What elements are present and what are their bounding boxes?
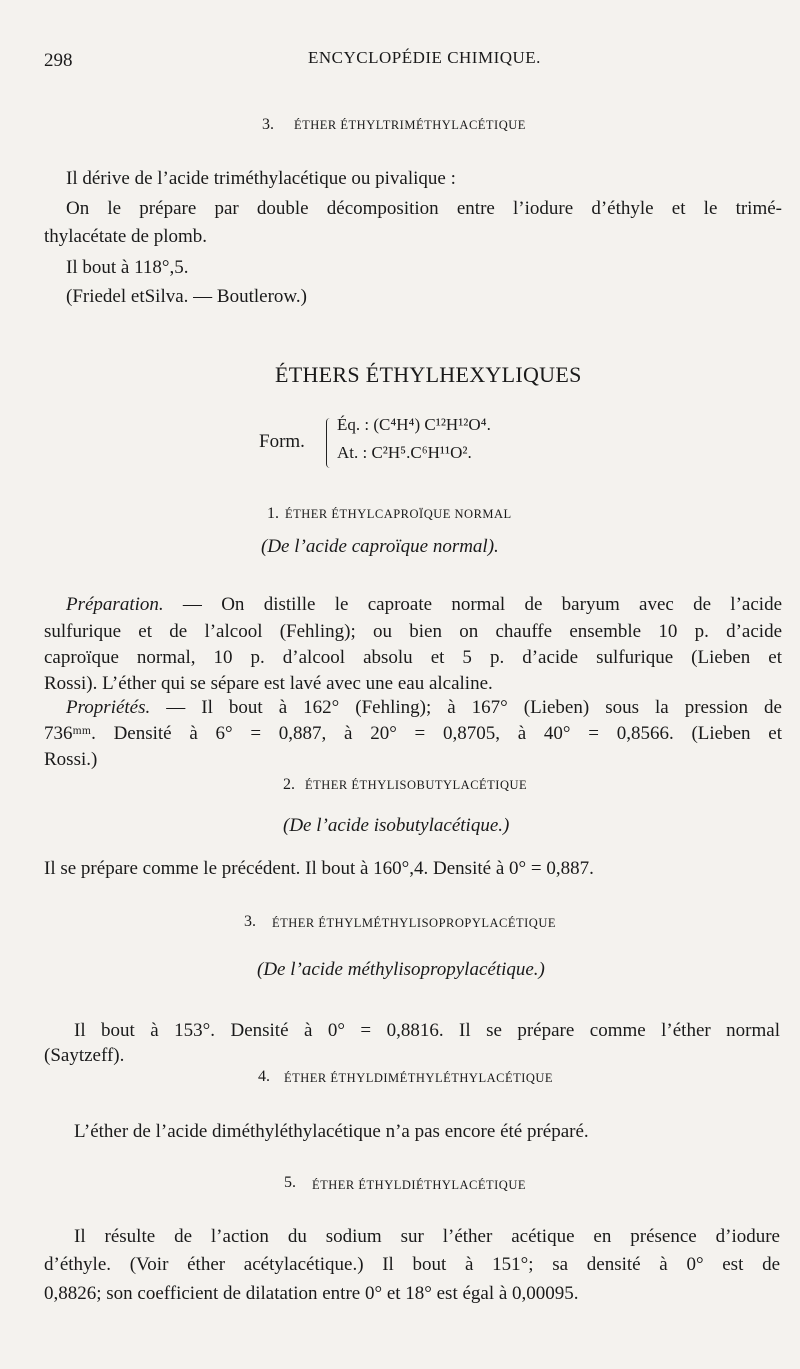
section-title: ÉTHER ÉTHYLDIMÉTHYLÉTHYLACÉTIQUE	[284, 1071, 554, 1085]
section-title: ÉTHER ÉTHYLISOBUTYLACÉTIQUE	[305, 778, 528, 792]
paragraph-line: thylacétate de plomb.	[44, 226, 208, 247]
paragraph-line: L’éther de l’acide diméthyléthylacétique n’a pas encore été préparé.	[74, 1121, 589, 1142]
formula-equivalent: Éq. : (C⁴H⁴) C¹²H¹²O⁴.	[337, 415, 491, 434]
formula-atomic: At. : C²H⁵.C⁶H¹¹O².	[337, 443, 472, 462]
paragraph-line: (Saytzeff).	[44, 1045, 125, 1066]
section-number: 2.	[283, 776, 295, 793]
running-title: ENCYCLOPÉDIE CHIMIQUE.	[308, 48, 541, 67]
section-number: 1.	[267, 505, 279, 522]
section-subtitle: (De l’acide isobutylacétique.)	[283, 815, 510, 836]
section-title: ÉTHER ÉTHYLCAPROÏQUE NORMAL	[285, 507, 512, 521]
paragraph-line: Il dérive de l’acide triméthylacétique ou pivalique :	[66, 168, 456, 189]
paragraph-line: 0,8826; son coefficient de dilatation entre 0° et 18° est égal à 0,00095.	[44, 1283, 579, 1304]
page-number: 298	[44, 50, 73, 71]
section-title: ÉTHER ÉTHYLTRIMÉTHYLACÉTIQUE	[294, 118, 526, 132]
paragraph-line: Il résulte de l’action du sodium sur l’éther acétique en présence d’iodure	[74, 1226, 780, 1247]
section-title: ÉTHER ÉTHYLMÉTHYLISOPROPYLACÉTIQUE	[272, 916, 556, 930]
paragraph-line: Il bout à 118°,5.	[66, 257, 189, 278]
paragraph-line: Il se prépare comme le précédent. Il bout à 160°,4. Densité à 0° = 0,887.	[44, 858, 594, 879]
properties-label: Propriétés.	[66, 697, 151, 718]
paragraph-line: sulfurique et de l’alcool (Fehling); ou bien on chauffe ensemble 10 p. d’acide	[44, 621, 782, 642]
section-number: 3.	[244, 913, 256, 930]
preparation-label: Préparation.	[66, 594, 164, 615]
paragraph-line: caproïque normal, 10 p. d’alcool absolu et 5 p. d’acide sulfurique (Lieben et	[44, 647, 782, 668]
paragraph-line: Il bout à 153°. Densité à 0° = 0,8816. Il se prépare comme l’éther normal	[74, 1020, 780, 1041]
section-number: 5.	[284, 1174, 296, 1191]
brace-icon	[326, 418, 333, 468]
section-subtitle: (De l’acide caproïque normal).	[261, 536, 499, 557]
paragraph-line: Rossi). L’éther qui se sépare est lavé avec une eau alcaline.	[44, 673, 493, 694]
section-title: ÉTHER ÉTHYLDIÉTHYLACÉTIQUE	[312, 1178, 526, 1192]
formula-label: Form.	[259, 431, 305, 452]
paragraph-line: Rossi.)	[44, 749, 98, 770]
paragraph-line: 736ᵐᵐ. Densité à 6° = 0,887, à 20° = 0,8705, à 40° = 0,8566. (Lieben et	[44, 723, 782, 744]
section-subtitle: (De l’acide méthylisopropylacétique.)	[257, 959, 545, 980]
paragraph-line	[66, 590, 782, 620]
main-heading: ÉTHERS ÉTHYLHEXYLIQUES	[275, 362, 582, 387]
paragraph-line: On le prépare par double décomposition entre l’iodure d’éthyle et le trimé-	[66, 198, 782, 219]
citation: (Friedel etSilva. — Boutlerow.)	[66, 286, 307, 307]
paragraph-text: — On distille le caproate normal de baryum avec de l’acide	[163, 594, 782, 615]
paragraph-line: d’éthyle. (Voir éther acétylacétique.) Il bout à 151°; sa densité à 0° est de	[44, 1254, 780, 1275]
section-number: 4.	[258, 1068, 270, 1085]
paragraph-text: — Il bout à 162° (Fehling); à 167° (Lieben) sous la pression de	[150, 697, 782, 718]
section-number: 3.	[262, 116, 274, 133]
